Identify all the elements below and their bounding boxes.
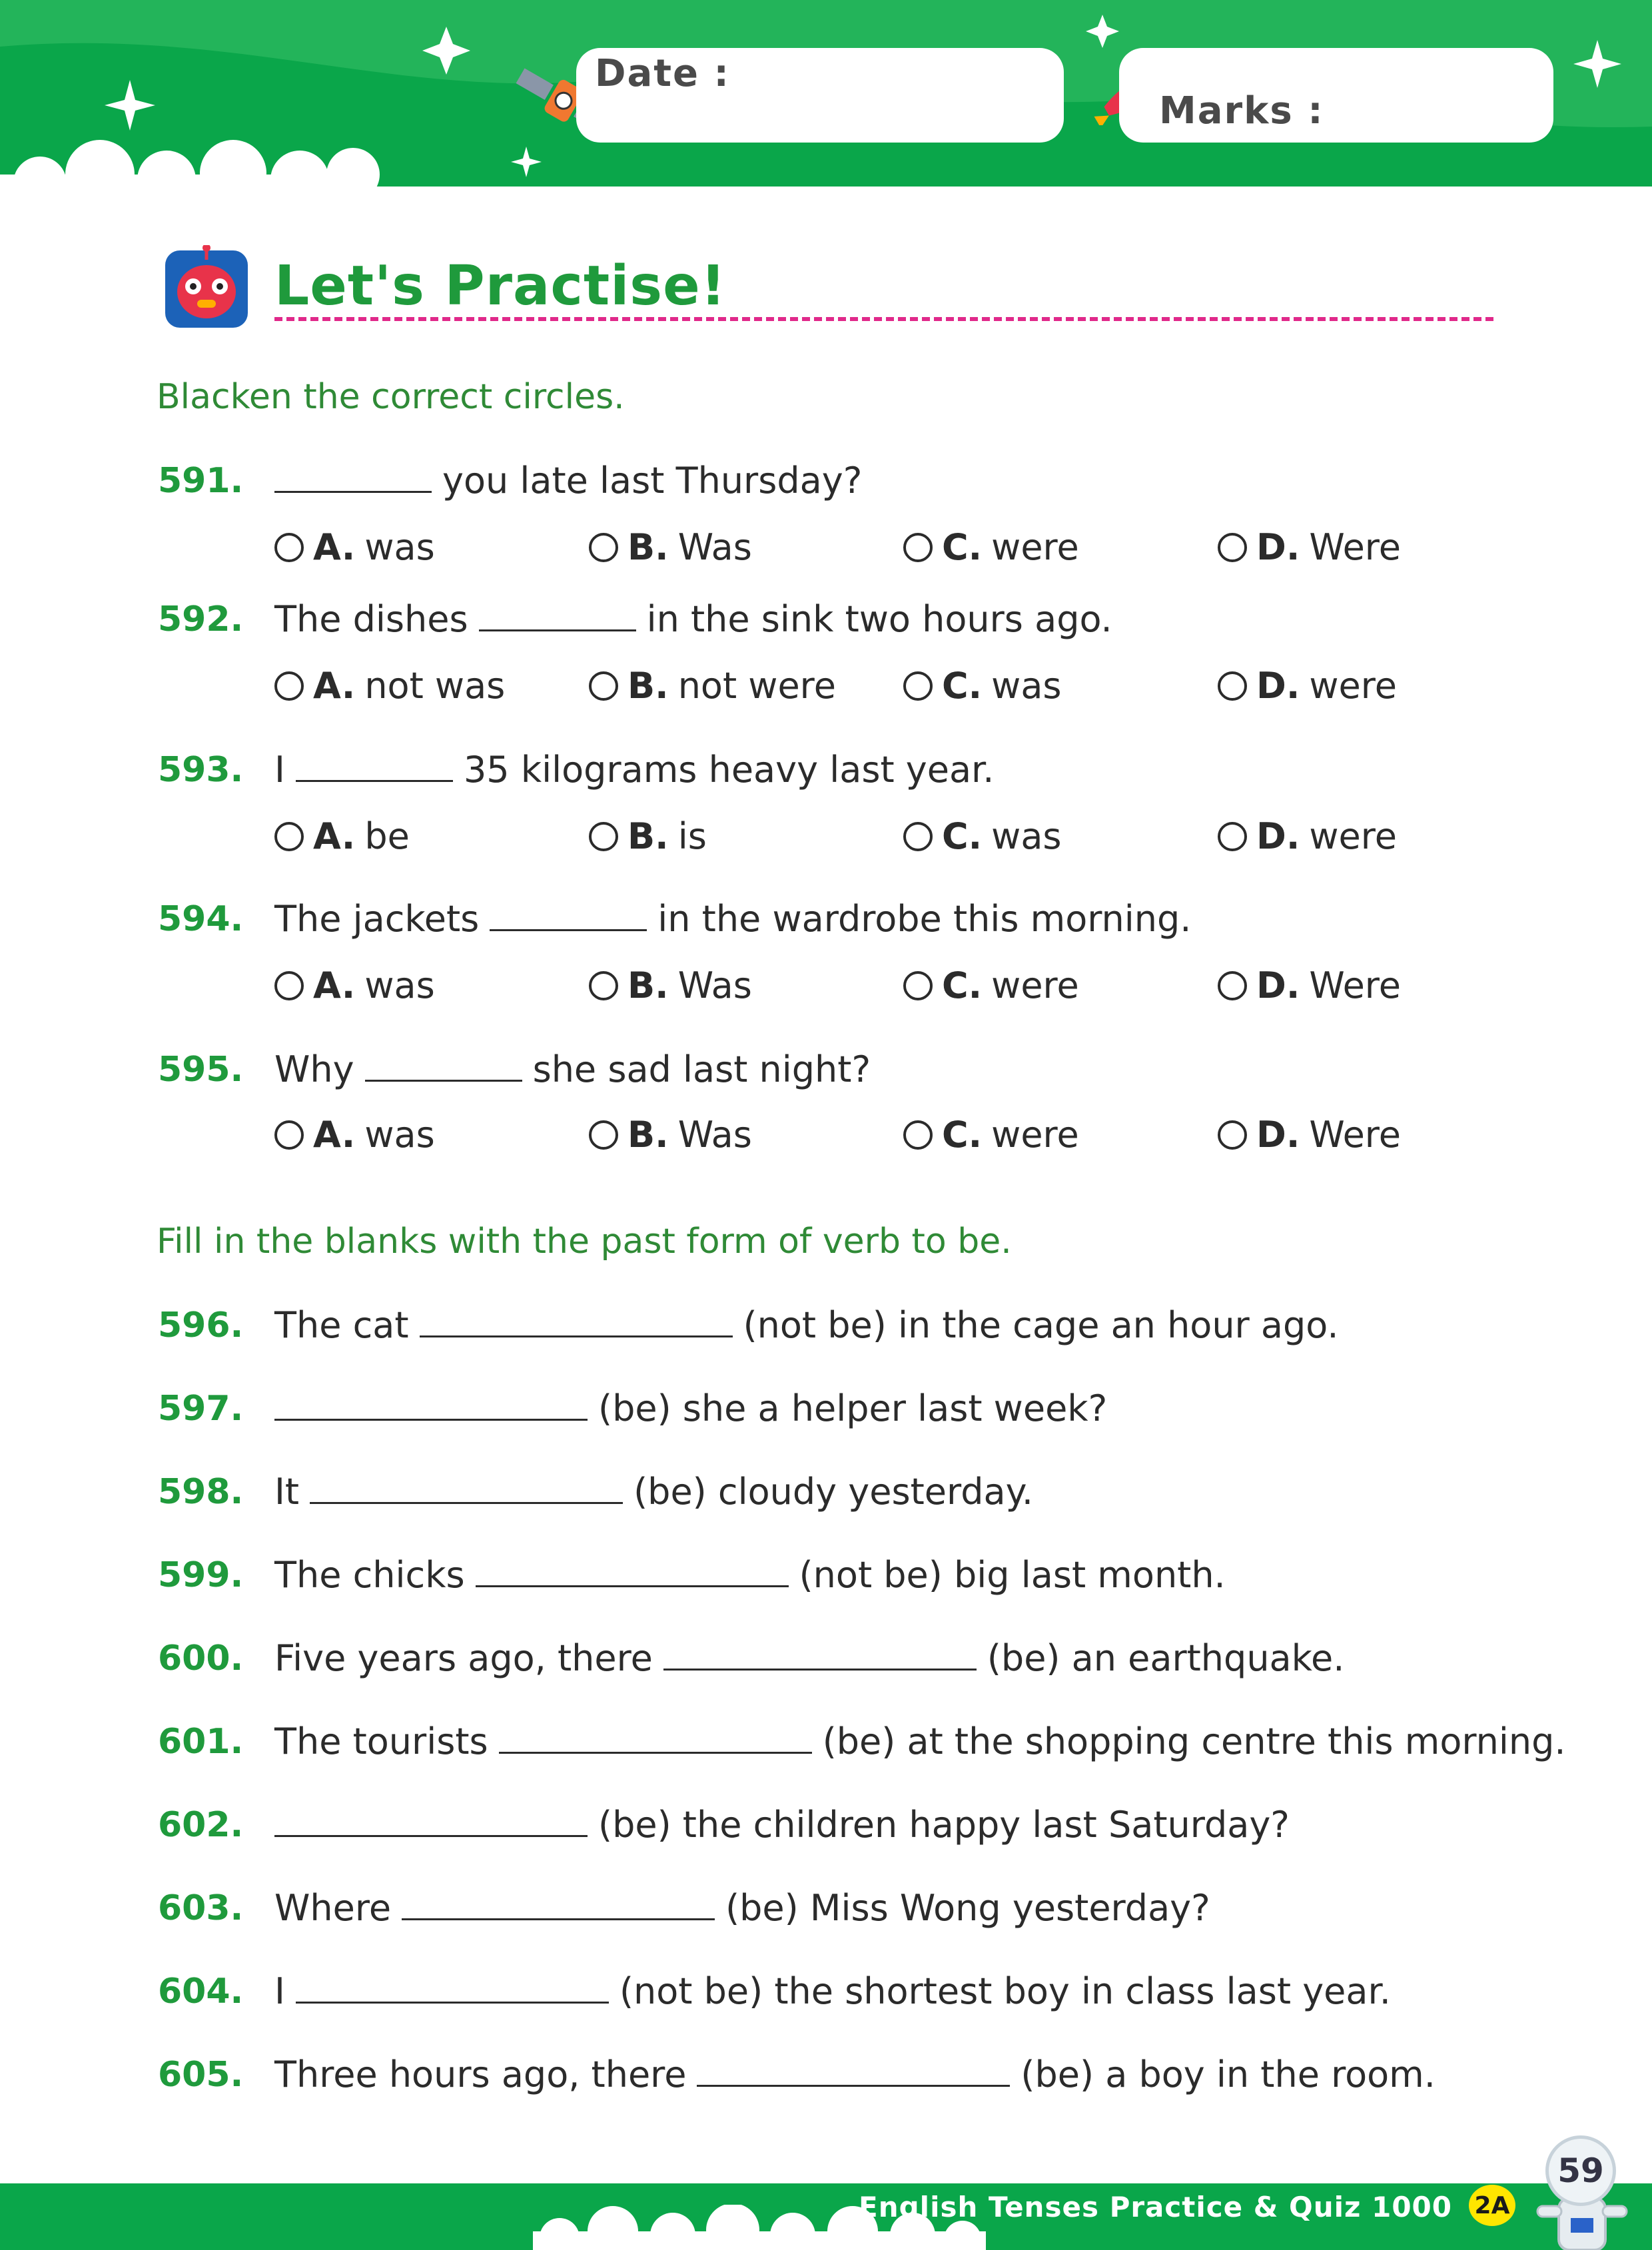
option-a[interactable]: A. be — [274, 815, 410, 857]
answer-circle[interactable] — [274, 822, 304, 851]
option-d[interactable]: D. Were — [1218, 526, 1401, 568]
option-d[interactable]: D. Were — [1218, 1114, 1401, 1156]
robot-mascot-icon — [165, 245, 248, 328]
question-text: Three hours ago, there (be) a boy in the room. — [274, 2054, 1436, 2095]
answer-circle[interactable] — [589, 1120, 618, 1150]
option-b[interactable]: B. not were — [589, 665, 836, 707]
option-b[interactable]: B. Was — [589, 964, 752, 1006]
answer-blank[interactable] — [479, 603, 636, 631]
answer-circle[interactable] — [1218, 822, 1247, 851]
question-number: 598. — [158, 1472, 244, 1512]
question-text: The tourists (be) at the shopping centre this morning. — [274, 1720, 1566, 1762]
question-number: 595. — [158, 1050, 244, 1090]
edition-badge: 2A — [1469, 2185, 1515, 2226]
option-c[interactable]: C. was — [903, 815, 1062, 857]
answer-circle[interactable] — [1218, 671, 1247, 701]
option-a[interactable]: A. not was — [274, 665, 505, 707]
answer-blank[interactable] — [296, 753, 453, 782]
question-number: 601. — [158, 1722, 244, 1762]
option-a[interactable]: A. was — [274, 1114, 435, 1156]
book-title: English Tenses Practice & Quiz 1000 — [859, 2191, 1452, 2223]
question-number: 593. — [158, 750, 244, 790]
answer-blank[interactable] — [697, 2058, 1010, 2087]
question-text: Five years ago, there (be) an earthquake. — [274, 1637, 1345, 1679]
section2-instruction: Fill in the blanks with the past form of verb to be. — [157, 1222, 1012, 1262]
option-c[interactable]: C. was — [903, 665, 1062, 707]
question-number: 592. — [158, 599, 244, 639]
answer-blank[interactable] — [490, 903, 647, 931]
answer-blank[interactable] — [420, 1309, 733, 1337]
answer-circle[interactable] — [589, 533, 618, 562]
question-text: Where (be) Miss Wong yesterday? — [274, 1887, 1210, 1929]
answer-blank[interactable] — [499, 1725, 812, 1754]
question-text: The dishes in the sink two hours ago. — [274, 598, 1112, 640]
question-text: Why she sad last night? — [274, 1048, 871, 1090]
option-d[interactable]: D. were — [1218, 815, 1397, 857]
page-title: Let's Practise! — [274, 254, 727, 318]
answer-circle[interactable] — [903, 1120, 933, 1150]
answer-blank[interactable] — [365, 1053, 522, 1082]
question-number: 591. — [158, 461, 244, 501]
option-c[interactable]: C. were — [903, 1114, 1079, 1156]
question-text: It (be) cloudy yesterday. — [274, 1471, 1034, 1513]
question-text: you late last Thursday? — [274, 460, 862, 502]
question-text: I 35 kilograms heavy last year. — [274, 749, 995, 791]
answer-circle[interactable] — [589, 971, 618, 1000]
answer-circle[interactable] — [903, 533, 933, 562]
question-number: 602. — [158, 1805, 244, 1845]
question-text: (be) she a helper last week? — [274, 1387, 1107, 1429]
question-text: (be) the children happy last Saturday? — [274, 1804, 1290, 1846]
option-d[interactable]: D. Were — [1218, 964, 1401, 1006]
answer-blank[interactable] — [274, 1392, 588, 1421]
answer-circle[interactable] — [1218, 533, 1247, 562]
question-number: 596. — [158, 1306, 244, 1345]
answer-blank[interactable] — [402, 1892, 715, 1920]
date-field[interactable] — [576, 48, 1064, 143]
question-number: 594. — [158, 899, 244, 939]
option-c[interactable]: C. were — [903, 964, 1079, 1006]
answer-circle[interactable] — [274, 1120, 304, 1150]
answer-circle[interactable] — [903, 822, 933, 851]
option-c[interactable]: C. were — [903, 526, 1079, 568]
answer-blank[interactable] — [476, 1559, 789, 1587]
option-b[interactable]: B. Was — [589, 526, 752, 568]
option-a[interactable]: A. was — [274, 526, 435, 568]
question-number: 597. — [158, 1389, 244, 1429]
question-text: I (not be) the shortest boy in class last year. — [274, 1970, 1391, 2012]
answer-blank[interactable] — [274, 1808, 588, 1837]
option-b[interactable]: B. Was — [589, 1114, 752, 1156]
title-underline — [274, 317, 1493, 321]
answer-circle[interactable] — [1218, 1120, 1247, 1150]
date-label: Date : — [595, 52, 730, 95]
answer-circle[interactable] — [274, 533, 304, 562]
question-text: The cat (not be) in the cage an hour ago. — [274, 1304, 1339, 1346]
option-d[interactable]: D. were — [1218, 665, 1397, 707]
option-a[interactable]: A. was — [274, 964, 435, 1006]
answer-blank[interactable] — [663, 1642, 977, 1671]
question-number: 599. — [158, 1555, 244, 1595]
answer-blank[interactable] — [274, 464, 432, 493]
section1-instruction: Blacken the correct circles. — [157, 377, 625, 417]
answer-circle[interactable] — [903, 971, 933, 1000]
question-number: 604. — [158, 1972, 244, 2012]
answer-circle[interactable] — [589, 822, 618, 851]
question-text: The chicks (not be) big last month. — [274, 1554, 1226, 1596]
marks-label: Marks : — [1159, 89, 1324, 133]
marks-field[interactable] — [1119, 48, 1553, 143]
answer-blank[interactable] — [310, 1475, 623, 1504]
answer-circle[interactable] — [903, 671, 933, 701]
answer-circle[interactable] — [1218, 971, 1247, 1000]
question-number: 605. — [158, 2055, 244, 2095]
question-number: 603. — [158, 1888, 244, 1928]
answer-blank[interactable] — [296, 1975, 609, 2004]
question-text: The jackets in the wardrobe this morning. — [274, 898, 1192, 940]
answer-circle[interactable] — [589, 671, 618, 701]
page-number: 59 — [1545, 2135, 1616, 2206]
option-b[interactable]: B. is — [589, 815, 707, 857]
question-number: 600. — [158, 1639, 244, 1679]
answer-circle[interactable] — [274, 971, 304, 1000]
answer-circle[interactable] — [274, 671, 304, 701]
